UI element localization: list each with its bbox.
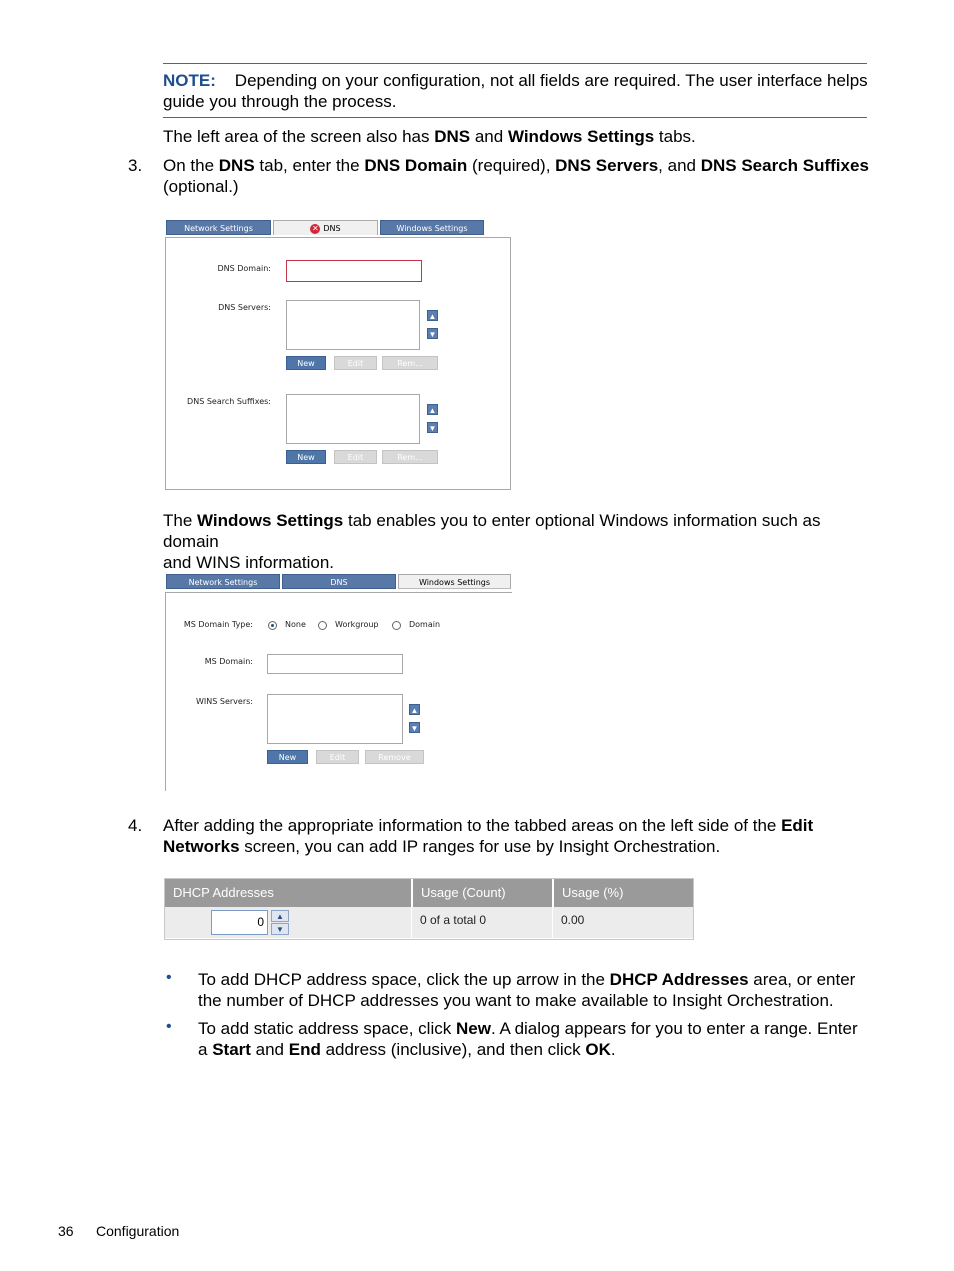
- para2-c: tab enables you to enter optional Windows information such as domain: [163, 511, 821, 551]
- bullet2-a: To add static address space, click: [198, 1019, 456, 1038]
- bullet2-f: and: [250, 1040, 289, 1059]
- bullet-dot-1: •: [166, 969, 172, 986]
- step4-d: screen, you can add IP ranges for use by Insight Orchestration.: [239, 837, 721, 856]
- bullet2-i: OK: [585, 1040, 611, 1059]
- para2-line2: and WINS information.: [163, 553, 335, 572]
- step3-e: (required),: [467, 156, 556, 175]
- wins-edit-button[interactable]: Edit: [316, 750, 359, 764]
- step4-b: Edit: [781, 816, 814, 835]
- ms-domain-type-label: MS Domain Type:: [183, 620, 253, 629]
- bullet2-d: a: [198, 1040, 213, 1059]
- dns-servers-remove-button[interactable]: Rem...: [382, 356, 438, 370]
- wins-servers-label: WINS Servers:: [196, 697, 253, 706]
- step4-c: Networks: [163, 837, 240, 856]
- radio-none[interactable]: [268, 621, 277, 630]
- bullet1-line2: the number of DHCP addresses you want to make available to Insight Orchestration.: [198, 991, 834, 1010]
- dns-servers-new-button[interactable]: New: [286, 356, 326, 370]
- bullet1-b: DHCP Addresses: [609, 970, 749, 989]
- step3-c: tab, enter the: [254, 156, 365, 175]
- dhcp-addresses-input[interactable]: 0: [211, 910, 268, 935]
- para2-b: Windows Settings: [197, 511, 344, 530]
- bullet2-e: Start: [212, 1040, 251, 1059]
- dns-search-suffixes-label: DNS Search Suffixes:: [187, 397, 271, 406]
- bullet2-j: .: [610, 1040, 616, 1059]
- dns-servers-down-arrow-icon[interactable]: ▼: [428, 330, 437, 339]
- dns-servers-label: DNS Servers:: [218, 303, 271, 312]
- step3-h: DNS Search Suffixes: [700, 156, 869, 175]
- bullet1-c: area, or enter: [748, 970, 856, 989]
- dns-suffixes-remove-button[interactable]: Rem...: [382, 450, 438, 464]
- wins-servers-list[interactable]: [267, 694, 403, 744]
- bullet2-b: New: [455, 1019, 491, 1038]
- wins-down-arrow-icon[interactable]: ▼: [410, 724, 419, 733]
- step4-a: After adding the appropriate information to the tabbed areas on the left side of the: [163, 816, 782, 835]
- radio-domain-label: Domain: [409, 620, 441, 629]
- para-windows-settings: [163, 510, 873, 573]
- step3-g: , and: [658, 156, 701, 175]
- dhcp-up-arrow-icon[interactable]: ▲: [271, 910, 289, 922]
- para2-a: The: [163, 511, 198, 530]
- ms-domain-label: MS Domain:: [204, 657, 253, 666]
- step3-line2: (optional.): [163, 177, 239, 196]
- dns-servers-list[interactable]: [286, 300, 420, 350]
- ms-domain-input[interactable]: [267, 654, 403, 674]
- dhcp-row-cell-count: 0 of a total 0: [412, 907, 552, 938]
- step3-f: DNS Servers: [555, 156, 659, 175]
- dns-servers-up-arrow-icon[interactable]: ▲: [428, 312, 437, 321]
- bullet1-a: To add DHCP address space, click the up arrow in the: [198, 970, 610, 989]
- footer-section: Configuration: [96, 1223, 180, 1239]
- step4-text: [163, 815, 873, 857]
- bullet2-c: . A dialog appears for you to enter a range. Enter: [490, 1019, 858, 1038]
- bullet-dot-2: •: [166, 1018, 172, 1035]
- dns-suffixes-up-arrow-icon[interactable]: ▲: [428, 406, 437, 415]
- step3-b: DNS: [218, 156, 255, 175]
- step3-d: DNS Domain: [364, 156, 468, 175]
- tab-network-settings[interactable]: Network Settings: [166, 220, 271, 235]
- para1-text-c: and: [470, 127, 508, 146]
- dns-suffixes-edit-button[interactable]: Edit: [334, 450, 377, 464]
- radio-domain[interactable]: [392, 621, 401, 630]
- dhcp-row-cell-percent: 0.00: [553, 907, 693, 938]
- step3-text: [163, 155, 873, 197]
- tab-dns-label: DNS: [323, 224, 341, 233]
- dhcp-down-arrow-icon[interactable]: ▼: [271, 923, 289, 935]
- dns-suffixes-new-button[interactable]: New: [286, 450, 326, 464]
- para-left-area: [163, 126, 873, 147]
- radio-workgroup[interactable]: [318, 621, 327, 630]
- dhcp-header-addresses: DHCP Addresses: [165, 879, 411, 907]
- step3-a: On the: [163, 156, 219, 175]
- para1-text-e: tabs.: [654, 127, 696, 146]
- wins-remove-button[interactable]: Remove: [365, 750, 424, 764]
- note-bottom-rule: [163, 117, 867, 118]
- tab-windows-settings[interactable]: Windows Settings: [380, 220, 484, 235]
- note-block: [163, 70, 873, 112]
- note-text-line2: guide you through the process.: [163, 92, 397, 111]
- dhcp-header-percent: Usage (%): [553, 879, 693, 907]
- para1-text-a: The left area of the screen also has: [163, 127, 435, 146]
- bullet2-g: End: [288, 1040, 321, 1059]
- note-top-rule: [163, 63, 867, 64]
- wins-up-arrow-icon[interactable]: ▲: [410, 706, 419, 715]
- error-x-icon: ✕: [312, 223, 319, 233]
- dhcp-header-count: Usage (Count): [412, 879, 552, 907]
- para1-bold-dns: DNS: [434, 127, 471, 146]
- dns-servers-edit-button[interactable]: Edit: [334, 356, 377, 370]
- bullet-dhcp: [198, 969, 878, 1011]
- dns-domain-label: DNS Domain:: [217, 264, 271, 273]
- note-label: NOTE:: [163, 71, 216, 90]
- tab-network-settings-2[interactable]: Network Settings: [166, 574, 280, 589]
- tab-dns[interactable]: [273, 220, 378, 235]
- wins-new-button[interactable]: New: [267, 750, 308, 764]
- dns-suffixes-down-arrow-icon[interactable]: ▼: [428, 424, 437, 433]
- dns-search-suffixes-list[interactable]: [286, 394, 420, 444]
- step4-number: 4.: [128, 816, 143, 835]
- tab-dns-2[interactable]: DNS: [282, 574, 396, 589]
- step3-number: 3.: [128, 156, 143, 175]
- radio-workgroup-label: Workgroup: [335, 620, 379, 629]
- bullet-static: [198, 1018, 878, 1060]
- dns-domain-input[interactable]: [286, 260, 422, 282]
- note-text-line1: Depending on your configuration, not all fields are required. The user interface helps: [234, 71, 868, 90]
- para1-bold-windows: Windows Settings: [507, 127, 655, 146]
- footer-page-number: 36: [58, 1223, 74, 1239]
- tab-windows-settings-2[interactable]: Windows Settings: [398, 574, 511, 589]
- radio-none-label: None: [285, 620, 306, 629]
- bullet2-h: address (inclusive), and then click: [320, 1040, 586, 1059]
